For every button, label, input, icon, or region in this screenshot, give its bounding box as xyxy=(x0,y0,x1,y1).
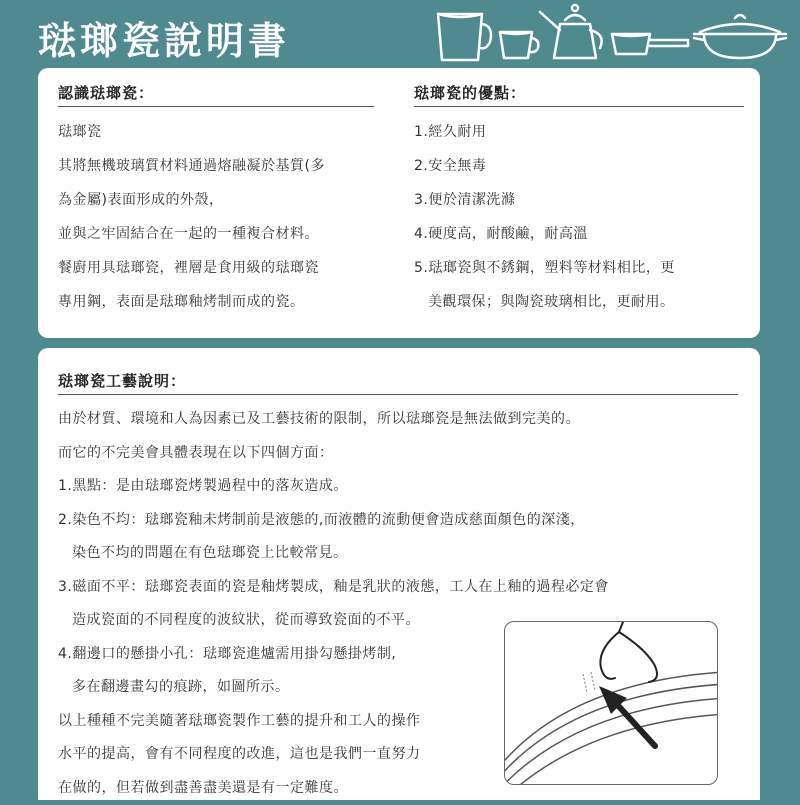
craft-line: 水平的提高，會有不同程度的改進，這也是我們一直努力 xyxy=(58,738,738,772)
craft-line: 而它的不完美會具體表現在以下四個方面： xyxy=(58,437,738,471)
advantage-item: 4.硬度高，耐酸鹼，耐高溫 xyxy=(414,217,744,251)
craft-line: 在做的，但若做到盡善盡美還是有一定難度。 xyxy=(58,772,738,805)
advantages-section xyxy=(414,78,744,319)
advantage-item: 2.安全無毒 xyxy=(414,149,744,183)
advantage-item: 5.琺瑯瓷與不銹鋼，塑料等材料相比，更 xyxy=(414,251,744,285)
craft-line: 4.翻邊口的懸掛小孔：琺瑯瓷進爐需用掛勾懸掛烤制, xyxy=(58,638,738,672)
intro-line: 其將無機玻璃質材料通過熔融凝於基質(多 xyxy=(58,149,374,183)
page-title: 琺瑯瓷說明書 xyxy=(38,16,290,66)
advantage-item: 1.經久耐用 xyxy=(414,115,744,149)
intro-line: 專用鋼，表面是琺瑯釉烤制而成的瓷。 xyxy=(58,285,374,319)
intro-card xyxy=(38,68,760,338)
hook-icon xyxy=(600,622,657,682)
rim-hook-diagram xyxy=(505,622,717,784)
craft-line: 1.黑點：是由琺瑯瓷烤製過程中的落灰造成。 xyxy=(58,470,738,504)
advantage-item: 美觀環保；與陶瓷玻璃相比，更耐用。 xyxy=(414,285,744,319)
craft-line: 多在翻邊畫勾的痕跡，如圖所示。 xyxy=(58,671,738,705)
craft-line: 2.染色不均：琺瑯瓷釉未烤制前是液態的,而液體的流動便會造成慈面顏色的深淺， xyxy=(58,504,738,538)
intro-line: 琺瑯瓷 xyxy=(58,115,374,149)
intro-line: 餐廚用具琺瑯瓷，裡層是食用級的琺瑯瓷 xyxy=(58,251,374,285)
milk-pan-icon xyxy=(612,34,688,54)
craft-heading: 琺瑯瓷工藝說明： xyxy=(58,366,738,395)
craft-line: 由於材質、環境和人為因素已及工藝技術的限制，所以琺瑯瓷是無法做到完美的。 xyxy=(58,403,738,437)
pot-icon xyxy=(694,15,786,58)
intro-section xyxy=(58,78,374,319)
small-cup-icon xyxy=(500,32,538,58)
craft-line: 3.磁面不平：琺瑯瓷表面的瓷是釉烤製成，釉是乳狀的液態，工人在上釉的過程必定會 xyxy=(58,571,738,605)
kettle-icon xyxy=(540,5,602,58)
craft-card xyxy=(38,348,760,800)
header-icons xyxy=(430,0,800,68)
intro-line: 為金屬)表面形成的外殼， xyxy=(58,183,374,217)
craft-line: 染色不均的問題在有色琺瑯瓷上比較常見。 xyxy=(58,537,738,571)
craft-line: 以上種種不完美隨著琺瑯瓷製作工藝的提升和工人的操作 xyxy=(58,705,738,739)
advantage-item: 3.便於清潔洗滌 xyxy=(414,183,744,217)
craft-line: 造成瓷面的不同程度的波紋狀，從而導致瓷面的不平。 xyxy=(58,604,738,638)
advantages-heading: 琺瑯瓷的優點： xyxy=(414,78,744,107)
mug-icon xyxy=(438,14,491,60)
hanging-hole-illustration xyxy=(504,621,718,785)
intro-line: 並與之牢固結合在一起的一種複合材料。 xyxy=(58,217,374,251)
intro-heading: 認識琺瑯瓷： xyxy=(58,78,374,107)
